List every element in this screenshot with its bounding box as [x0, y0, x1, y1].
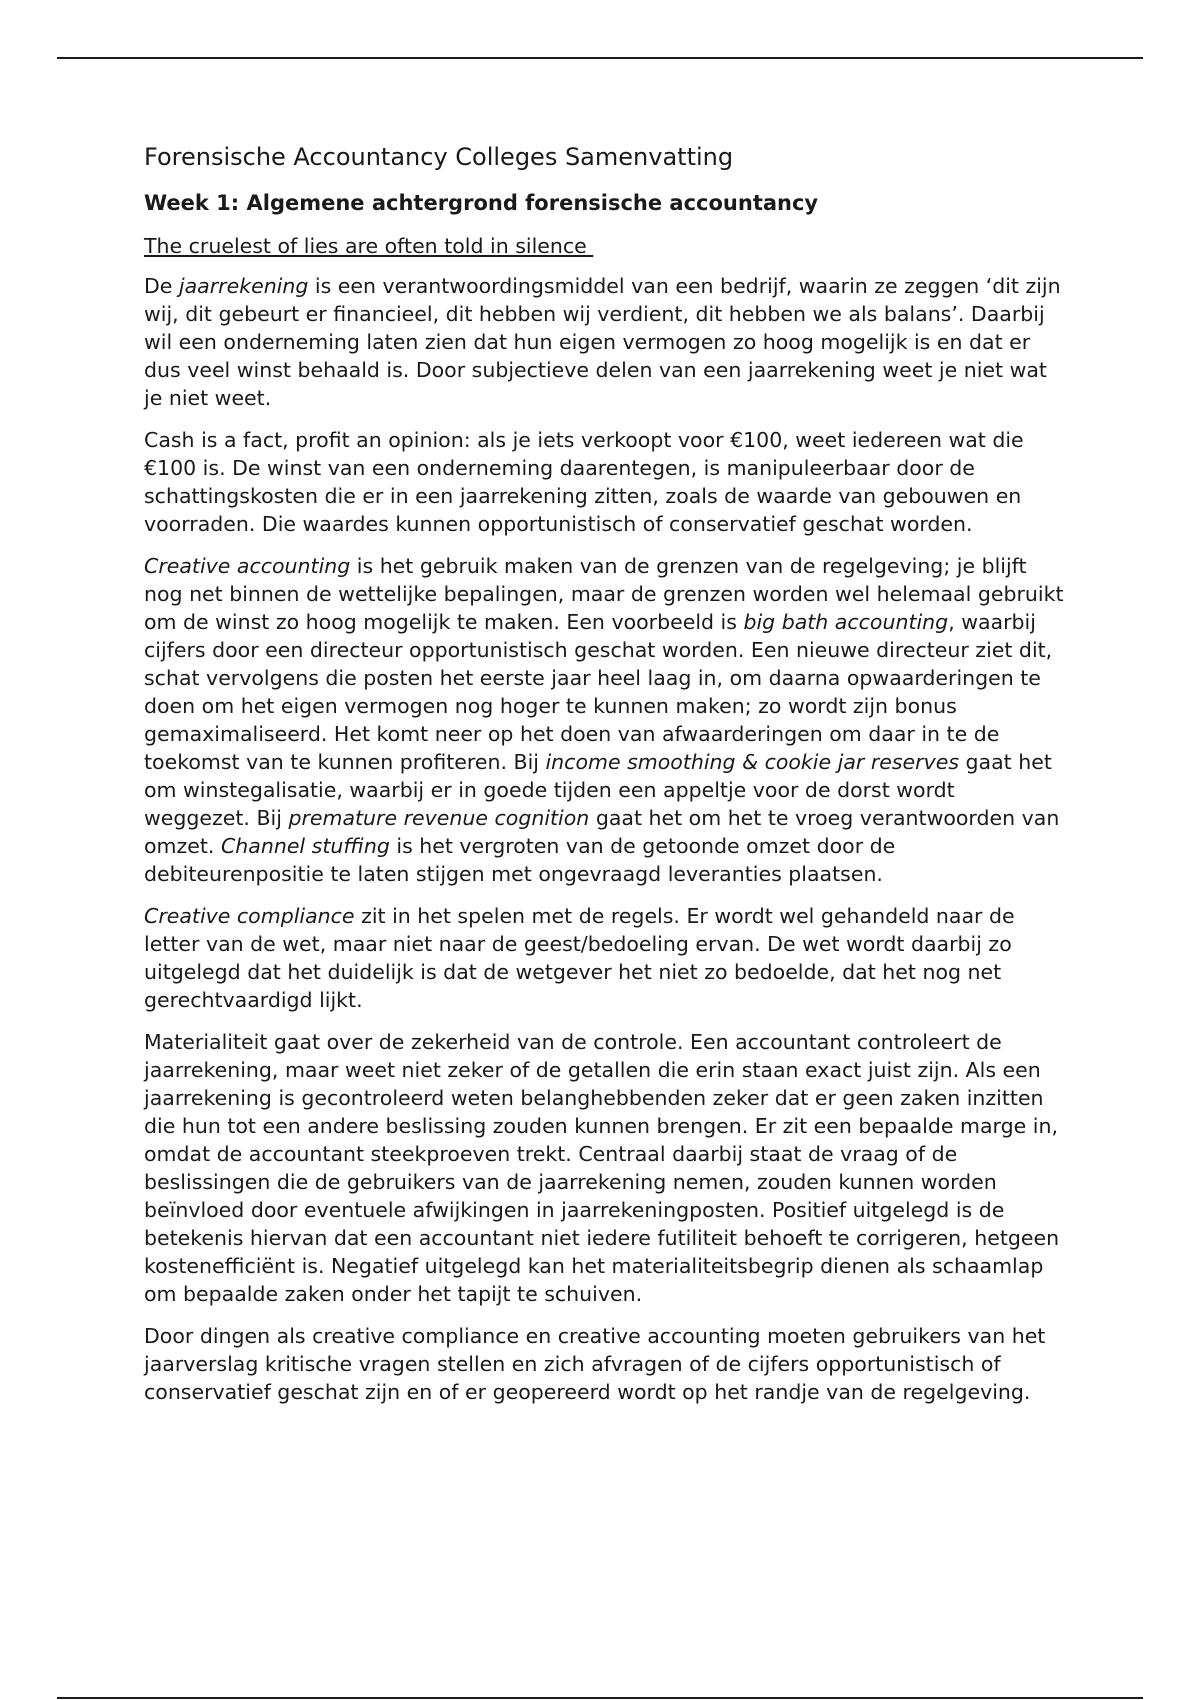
text-segment: Materialiteit gaat over de zekerheid van de controle. Een accountant controleert de jaarrekening, maar weet niet zeker of de getallen die erin staan exact juist zijn. Als een jaarrekening is gecontroleerd weten belanghebbenden zeker dat er geen zaken inzitten die hun tot een andere beslissing zouden kunnen brengen. Er zit een bepaalde marge in, omdat de accountant steekproeven trekt. Centraal daarbij staat de vraag of de beslissingen die de gebruikers van de jaarrekening nemen, zouden kunnen worden beïnvloed door eventuele afwijkingen in jaarrekeningposten. Positief uitgelegd is de betekenis hiervan dat een accountant niet iedere futiliteit behoeft te corrigeren, hetgeen kostenefficiënt is. Negatief uitgelegd kan het materialiteitsbegrip dienen als schaamlap om bepaalde zaken onder het tapijt te schuiven. — [144, 1030, 1060, 1306]
paragraph-5 — [144, 1028, 1064, 1308]
text-segment: is het vergroten van de getoonde omzet door de debiteurenpositie te laten stijgen met ongevraagd leveranties plaatsen. — [144, 834, 896, 886]
italic-term: Creative compliance — [144, 904, 355, 928]
italic-term: premature revenue cognition — [288, 806, 590, 830]
text-segment: is een verantwoordingsmiddel van een bedrijf, waarin ze zeggen ‘dit zijn wij, dit gebeurt er financieel, dit hebben wij verdient, dit hebben we als balans’. Daarbij wil een onderneming laten zien dat hun eigen vermogen zo hoog mogelijk is en dat er dus veel winst behaald is. Door subjectieve delen van een jaarrekening weet je niet wat je niet weet. — [144, 274, 1061, 410]
document-body — [144, 140, 1064, 1420]
section-subtitle: The cruelest of lies are often told in silence — [144, 234, 594, 258]
paragraph-1 — [144, 272, 1064, 412]
text-segment: gaat het om winstegalisatie, waarbij er in goede tijden een appeltje voor de dorst wordt weggezet. Bij — [144, 750, 1052, 830]
paragraph-2 — [144, 426, 1064, 538]
paragraph-6 — [144, 1322, 1064, 1406]
paragraph-4 — [144, 902, 1064, 1014]
text-segment: Door dingen als creative compliance en creative accounting moeten gebruikers van het jaarverslag kritische vragen stellen en zich afvragen of de cijfers opportunistisch of conservatief geschat zijn en of er geopereerd wordt op het randje van de regelgeving. — [144, 1324, 1046, 1404]
header-rule — [57, 57, 1143, 59]
italic-term: Creative accounting — [144, 554, 351, 578]
italic-term: big bath accounting — [743, 610, 949, 634]
document-title: Forensische Accountancy Colleges Samenvatting — [144, 143, 734, 171]
italic-term: income smoothing & cookie jar reserves — [545, 750, 960, 774]
text-segment: is het gebruik maken van de grenzen van de regelgeving; je blijft nog net binnen de wettelijke bepalingen, maar de grenzen worden wel helemaal gebruikt om de winst zo hoog mogelijk te maken. Een voorbeeld is — [144, 554, 1064, 634]
italic-term: jaarrekening — [178, 274, 309, 298]
text-segment: , waarbij cijfers door een directeur opportunistisch geschat worden. Een nieuwe directeur ziet dit, schat vervolgens die posten het eerste jaar heel laag in, om daarna opwaarderingen te doen om het eigen vermogen nog hoger te kunnen maken; zo wordt zijn bonus gemaximaliseerd. Het komt neer op het doen van afwaarderingen om daar in te de toekomst van te kunnen profiteren. Bij — [144, 610, 1053, 774]
text-segment: De — [144, 274, 179, 298]
footer-rule — [57, 1697, 1143, 1699]
text-segment: gaat het om het te vroeg verantwoorden van omzet. — [144, 806, 1060, 858]
italic-term: Channel stuffing — [220, 834, 390, 858]
paragraph-list — [144, 272, 1064, 1406]
text-segment: zit in het spelen met de regels. Er wordt wel gehandeld naar de letter van de wet, maar niet naar de geest/bedoeling ervan. De wet wordt daarbij zo uitgelegd dat het duidelijk is dat de wetgever het niet zo bedoelde, dat het nog net gerechtvaardigd lijkt. — [144, 904, 1015, 1012]
text-segment: Cash is a fact, profit an opinion: als je iets verkoopt voor €100, weet iedereen wat die €100 is. De winst van een onderneming daarentegen, is manipuleerbaar door de schattingskosten die er in een jaarrekening zitten, zoals de waarde van gebouwen en voorraden. Die waardes kunnen opportunistisch of conservatief geschat worden. — [144, 428, 1024, 536]
week-heading: Week 1: Algemene achtergrond forensische accountancy — [144, 191, 819, 215]
paragraph-3 — [144, 552, 1064, 888]
